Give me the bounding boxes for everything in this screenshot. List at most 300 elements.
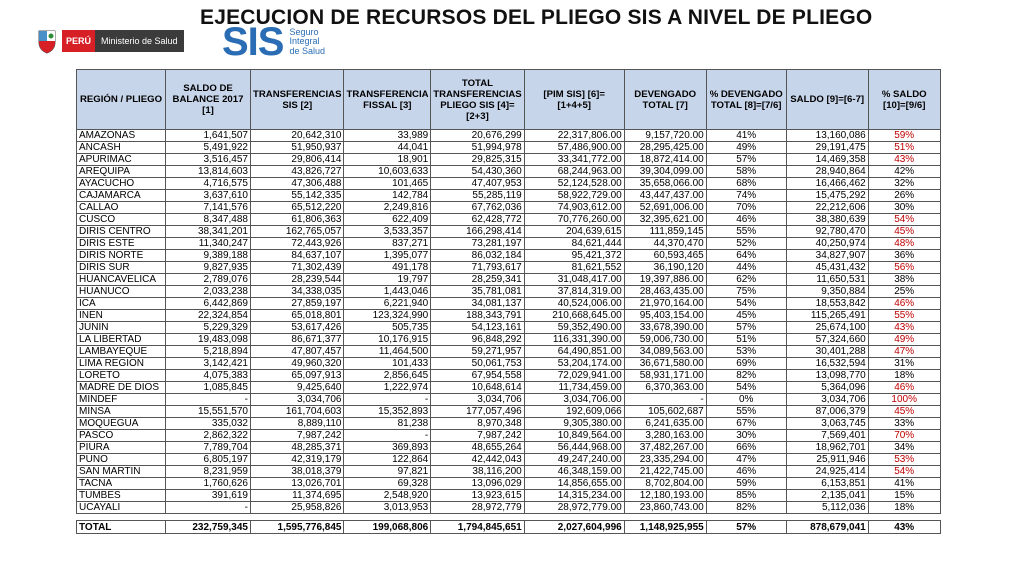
value-cell: 123,324,990 — [344, 310, 431, 322]
value-cell: 9,305,380.00 — [524, 418, 624, 430]
value-cell: 46% — [868, 298, 940, 310]
value-cell: 47% — [868, 346, 940, 358]
value-cell: 47,306,488 — [251, 178, 344, 190]
value-cell: 27,859,197 — [251, 298, 344, 310]
value-cell: 14,856,655.00 — [524, 478, 624, 490]
value-cell: 57% — [706, 322, 786, 334]
value-cell: 33,341,772.00 — [524, 154, 624, 166]
table-row — [77, 130, 941, 142]
value-cell: 95,421,372 — [524, 250, 624, 262]
value-cell: 6,805,197 — [166, 454, 251, 466]
value-cell: 18% — [868, 502, 940, 514]
table-row — [77, 346, 941, 358]
value-cell: 35,658,066.00 — [624, 178, 706, 190]
value-cell: 10,176,915 — [344, 334, 431, 346]
value-cell: 2,862,322 — [166, 430, 251, 442]
region-cell: MADRE DE DIOS — [77, 382, 166, 394]
value-cell: 38,018,379 — [251, 466, 344, 478]
table-row — [77, 430, 941, 442]
value-cell: 15% — [868, 490, 940, 502]
value-cell: 3,034,706.00 — [524, 394, 624, 406]
spacer-cell — [706, 514, 786, 521]
value-cell: 1,760,626 — [166, 478, 251, 490]
value-cell: 31,048,417.00 — [524, 274, 624, 286]
value-cell: 41% — [706, 130, 786, 142]
value-cell: 369,893 — [344, 442, 431, 454]
value-cell: 13,096,029 — [431, 478, 524, 490]
total-value: 57% — [706, 521, 786, 534]
value-cell: 87,006,379 — [786, 406, 868, 418]
value-cell: 11,374,695 — [251, 490, 344, 502]
value-cell: 25,674,100 — [786, 322, 868, 334]
value-cell: 57,324,660 — [786, 334, 868, 346]
region-cell: MOQUEGUA — [77, 418, 166, 430]
value-cell: 31% — [868, 358, 940, 370]
value-cell: 210,668,645.00 — [524, 310, 624, 322]
value-cell: 25% — [868, 286, 940, 298]
table-row — [77, 382, 941, 394]
value-cell: 29,806,414 — [251, 154, 344, 166]
value-cell: 28,972,779 — [431, 502, 524, 514]
table-row — [77, 490, 941, 502]
value-cell: 82% — [706, 370, 786, 382]
value-cell: 38,341,201 — [166, 226, 251, 238]
value-cell: 6,370,363.00 — [624, 382, 706, 394]
region-cell: PASCO — [77, 430, 166, 442]
value-cell: 335,032 — [166, 418, 251, 430]
value-cell: 34% — [868, 442, 940, 454]
value-cell: 53% — [706, 346, 786, 358]
value-cell: 100% — [868, 394, 940, 406]
value-cell: 46% — [706, 214, 786, 226]
value-cell: 8,702,804.00 — [624, 478, 706, 490]
region-cell: DIRIS ESTE — [77, 238, 166, 250]
value-cell: 47% — [706, 454, 786, 466]
value-cell: 2,249,816 — [344, 202, 431, 214]
region-cell: AMAZONAS — [77, 130, 166, 142]
value-cell: 39,304,099.00 — [624, 166, 706, 178]
value-cell: 47,807,457 — [251, 346, 344, 358]
column-header: TRANSFERENCIAS SIS [2] — [251, 70, 344, 130]
sis-sub-line: de Salud — [289, 45, 326, 56]
value-cell: 2,135,041 — [786, 490, 868, 502]
region-cell: ANCASH — [77, 142, 166, 154]
value-cell: 49% — [706, 142, 786, 154]
value-cell: 9,827,935 — [166, 262, 251, 274]
value-cell: 59,006,730.00 — [624, 334, 706, 346]
value-cell: 48,285,371 — [251, 442, 344, 454]
sis-sub-line: Seguro — [289, 26, 319, 37]
region-cell: UCAYALI — [77, 502, 166, 514]
total-value: 199,068,806 — [344, 521, 431, 534]
value-cell: 28,463,435.00 — [624, 286, 706, 298]
value-cell: 19,397,886.00 — [624, 274, 706, 286]
value-cell: 51,994,978 — [431, 142, 524, 154]
value-cell: 122,864 — [344, 454, 431, 466]
region-cell: CALLAO — [77, 202, 166, 214]
value-cell: 36,671,580.00 — [624, 358, 706, 370]
value-cell: 16,466,462 — [786, 178, 868, 190]
value-cell: 142,784 — [344, 190, 431, 202]
page-title: EJECUCION DE RECURSOS DEL PLIEGO SIS A NIVEL DE PLIEGO — [200, 6, 873, 29]
column-header: TRANSFERENCIA FISSAL [3] — [344, 70, 431, 130]
value-cell: - — [344, 394, 431, 406]
spacer-cell — [431, 514, 524, 521]
value-cell: 101,433 — [344, 358, 431, 370]
total-row — [77, 521, 941, 534]
sis-logo-subtitle — [289, 28, 325, 57]
value-cell: 45% — [868, 406, 940, 418]
value-cell: 51,950,937 — [251, 142, 344, 154]
value-cell: 20,642,310 — [251, 130, 344, 142]
value-cell: 45% — [868, 226, 940, 238]
value-cell: 37,482,267.00 — [624, 442, 706, 454]
value-cell: 53,617,426 — [251, 322, 344, 334]
value-cell: 47,407,953 — [431, 178, 524, 190]
spacer-cell — [868, 514, 940, 521]
total-value: 2,027,604,996 — [524, 521, 624, 534]
value-cell: 53% — [868, 454, 940, 466]
table-row — [77, 286, 941, 298]
value-cell: 71,302,439 — [251, 262, 344, 274]
table-row — [77, 238, 941, 250]
value-cell: 82% — [706, 502, 786, 514]
value-cell: 177,057,496 — [431, 406, 524, 418]
value-cell: 56,444,968.00 — [524, 442, 624, 454]
value-cell: 19,797 — [344, 274, 431, 286]
value-cell: 18,901 — [344, 154, 431, 166]
value-cell: 28,972,779.00 — [524, 502, 624, 514]
sis-sub-line: Integral — [289, 36, 320, 47]
value-cell: 28,259,341 — [431, 274, 524, 286]
value-cell: 13,098,770 — [786, 370, 868, 382]
region-cell: AREQUIPA — [77, 166, 166, 178]
total-value: 878,679,041 — [786, 521, 868, 534]
ministry-label: Ministerio de Salud — [95, 30, 184, 52]
value-cell: 81,621,552 — [524, 262, 624, 274]
value-cell: 54% — [868, 214, 940, 226]
value-cell: 10,849,564.00 — [524, 430, 624, 442]
value-cell: 62% — [706, 274, 786, 286]
table-row — [77, 454, 941, 466]
value-cell: 1,641,507 — [166, 130, 251, 142]
value-cell: 48% — [868, 238, 940, 250]
value-cell: 2,548,920 — [344, 490, 431, 502]
value-cell: 29,825,315 — [431, 154, 524, 166]
value-cell: 48,655,264 — [431, 442, 524, 454]
region-cell: MINDEF — [77, 394, 166, 406]
value-cell: 2,856,645 — [344, 370, 431, 382]
value-cell: 44% — [706, 262, 786, 274]
value-cell: 43,826,727 — [251, 166, 344, 178]
table-row — [77, 418, 941, 430]
value-cell: 57,486,900.00 — [524, 142, 624, 154]
value-cell: 4,716,575 — [166, 178, 251, 190]
value-cell: 8,889,110 — [251, 418, 344, 430]
region-cell: DIRIS NORTE — [77, 250, 166, 262]
value-cell: 46% — [706, 466, 786, 478]
value-cell: 23,860,743.00 — [624, 502, 706, 514]
region-cell: DIRIS SUR — [77, 262, 166, 274]
value-cell: 622,409 — [344, 214, 431, 226]
value-cell: 101,465 — [344, 178, 431, 190]
value-cell: 13,923,615 — [431, 490, 524, 502]
column-header: SALDO [9]=[6-7] — [786, 70, 868, 130]
value-cell: 45% — [706, 310, 786, 322]
table-row — [77, 334, 941, 346]
value-cell: 166,298,414 — [431, 226, 524, 238]
value-cell: 70% — [706, 202, 786, 214]
region-cell: LA LIBERTAD — [77, 334, 166, 346]
value-cell: 11,340,247 — [166, 238, 251, 250]
value-cell: 4,075,383 — [166, 370, 251, 382]
value-cell: 7,987,242 — [251, 430, 344, 442]
value-cell: 16,532,594 — [786, 358, 868, 370]
value-cell: 58,922,729.00 — [524, 190, 624, 202]
value-cell: 67% — [706, 418, 786, 430]
table-row — [77, 298, 941, 310]
spacer-cell — [251, 514, 344, 521]
value-cell: 10,648,614 — [431, 382, 524, 394]
region-cell: MINSA — [77, 406, 166, 418]
value-cell: 38,380,639 — [786, 214, 868, 226]
value-cell: 46,348,159.00 — [524, 466, 624, 478]
value-cell: 33% — [868, 418, 940, 430]
value-cell: 46% — [868, 382, 940, 394]
value-cell: 62,428,772 — [431, 214, 524, 226]
value-cell: 45,431,432 — [786, 262, 868, 274]
value-cell: 72,029,941.00 — [524, 370, 624, 382]
execution-table — [76, 69, 941, 534]
total-value: 43% — [868, 521, 940, 534]
table-row — [77, 214, 941, 226]
region-cell: TUMBES — [77, 490, 166, 502]
value-cell: 22,212,606 — [786, 202, 868, 214]
value-cell: 58,931,171.00 — [624, 370, 706, 382]
table-row — [77, 394, 941, 406]
value-cell: 71,793,617 — [431, 262, 524, 274]
region-cell: AYACUCHO — [77, 178, 166, 190]
table-row — [77, 250, 941, 262]
value-cell: 72,443,926 — [251, 238, 344, 250]
value-cell: 9,389,188 — [166, 250, 251, 262]
value-cell: 111,859,145 — [624, 226, 706, 238]
sis-logo-word: SIS — [222, 20, 284, 64]
value-cell: 92,780,470 — [786, 226, 868, 238]
value-cell: 24,925,414 — [786, 466, 868, 478]
value-cell: 59,352,490.00 — [524, 322, 624, 334]
value-cell: 3,280,163.00 — [624, 430, 706, 442]
value-cell: 9,350,884 — [786, 286, 868, 298]
value-cell: 10,603,633 — [344, 166, 431, 178]
spacer-cell — [624, 514, 706, 521]
table-row — [77, 190, 941, 202]
value-cell: 161,704,603 — [251, 406, 344, 418]
value-cell: 2,033,238 — [166, 286, 251, 298]
value-cell: - — [344, 430, 431, 442]
table-row — [77, 274, 941, 286]
value-cell: 85% — [706, 490, 786, 502]
value-cell: 5,229,329 — [166, 322, 251, 334]
value-cell: 55% — [706, 226, 786, 238]
value-cell: 3,533,357 — [344, 226, 431, 238]
table-row — [77, 466, 941, 478]
value-cell: 22,317,806.00 — [524, 130, 624, 142]
value-cell: 105,602,687 — [624, 406, 706, 418]
value-cell: 52% — [706, 238, 786, 250]
value-cell: 11,734,459.00 — [524, 382, 624, 394]
table-row — [77, 358, 941, 370]
value-cell: 14,315,234.00 — [524, 490, 624, 502]
table-row — [77, 370, 941, 382]
value-cell: 7,987,242 — [431, 430, 524, 442]
total-value: 1,148,925,955 — [624, 521, 706, 534]
value-cell: 96,848,292 — [431, 334, 524, 346]
region-cell: LAMBAYEQUE — [77, 346, 166, 358]
column-header: TOTAL TRANSFERENCIAS PLIEGO SIS [4]=[2+3] — [431, 70, 524, 130]
value-cell: 37,814,319.00 — [524, 286, 624, 298]
value-cell: 84,621,444 — [524, 238, 624, 250]
value-cell: 59% — [706, 478, 786, 490]
value-cell: 64,490,851.00 — [524, 346, 624, 358]
value-cell: 5,112,036 — [786, 502, 868, 514]
value-cell: 54% — [706, 298, 786, 310]
value-cell: 54% — [706, 382, 786, 394]
region-cell: APURIMAC — [77, 154, 166, 166]
value-cell: 1,085,845 — [166, 382, 251, 394]
value-cell: - — [166, 394, 251, 406]
value-cell: 837,271 — [344, 238, 431, 250]
value-cell: 30,401,288 — [786, 346, 868, 358]
value-cell: 42,319,179 — [251, 454, 344, 466]
value-cell: 491,178 — [344, 262, 431, 274]
value-cell: 59,271,957 — [431, 346, 524, 358]
value-cell: 54,430,360 — [431, 166, 524, 178]
table-row — [77, 262, 941, 274]
value-cell: 49% — [868, 334, 940, 346]
value-cell: 65,512,220 — [251, 202, 344, 214]
value-cell: 20,676,299 — [431, 130, 524, 142]
value-cell: 35,781,081 — [431, 286, 524, 298]
value-cell: - — [166, 502, 251, 514]
spacer-cell — [786, 514, 868, 521]
value-cell: 19,483,098 — [166, 334, 251, 346]
column-header: REGIÓN / PLIEGO — [77, 70, 166, 130]
region-cell: CUSCO — [77, 214, 166, 226]
value-cell: 43,447,437.00 — [624, 190, 706, 202]
value-cell: 18,872,414.00 — [624, 154, 706, 166]
value-cell: 30% — [706, 430, 786, 442]
value-cell: 64% — [706, 250, 786, 262]
table-header-row — [77, 70, 941, 130]
table-row — [77, 442, 941, 454]
region-cell: PIURA — [77, 442, 166, 454]
value-cell: 28,295,425.00 — [624, 142, 706, 154]
value-cell: 50,061,753 — [431, 358, 524, 370]
region-cell: INEN — [77, 310, 166, 322]
value-cell: 55% — [706, 406, 786, 418]
value-cell: - — [624, 394, 706, 406]
value-cell: 34,338,035 — [251, 286, 344, 298]
value-cell: 6,442,869 — [166, 298, 251, 310]
value-cell: 18% — [868, 370, 940, 382]
value-cell: 34,827,907 — [786, 250, 868, 262]
value-cell: 95,403,154.00 — [624, 310, 706, 322]
value-cell: 21,970,164.00 — [624, 298, 706, 310]
value-cell: 32% — [868, 178, 940, 190]
value-cell: 67,762,036 — [431, 202, 524, 214]
total-value: 1,595,776,845 — [251, 521, 344, 534]
value-cell: 36,190,120 — [624, 262, 706, 274]
total-value: 1,794,845,651 — [431, 521, 524, 534]
value-cell: 52,124,528.00 — [524, 178, 624, 190]
value-cell: 3,063,745 — [786, 418, 868, 430]
value-cell: 8,347,488 — [166, 214, 251, 226]
value-cell: 18,553,842 — [786, 298, 868, 310]
value-cell: 51% — [706, 334, 786, 346]
value-cell: 68,244,963.00 — [524, 166, 624, 178]
value-cell: 53,204,174.00 — [524, 358, 624, 370]
value-cell: 97,821 — [344, 466, 431, 478]
value-cell: 18,962,701 — [786, 442, 868, 454]
spacer-cell — [166, 514, 251, 521]
value-cell: 28,940,864 — [786, 166, 868, 178]
total-value: 232,759,345 — [166, 521, 251, 534]
table-row — [77, 202, 941, 214]
value-cell: 55,142,335 — [251, 190, 344, 202]
peru-ministry-logo — [36, 28, 184, 54]
value-cell: 116,331,390.00 — [524, 334, 624, 346]
region-cell: ICA — [77, 298, 166, 310]
value-cell: 14,469,358 — [786, 154, 868, 166]
value-cell: 38,116,200 — [431, 466, 524, 478]
column-header: [PIM SIS] [6]=[1+4+5] — [524, 70, 624, 130]
value-cell: 7,569,401 — [786, 430, 868, 442]
value-cell: 13,814,603 — [166, 166, 251, 178]
value-cell: 12,180,193.00 — [624, 490, 706, 502]
header-bar — [0, 0, 1024, 62]
value-cell: 67,954,558 — [431, 370, 524, 382]
region-cell: PUNO — [77, 454, 166, 466]
value-cell: 3,516,457 — [166, 154, 251, 166]
value-cell: 3,013,953 — [344, 502, 431, 514]
value-cell: 15,551,570 — [166, 406, 251, 418]
table-row — [77, 478, 941, 490]
value-cell: 5,364,096 — [786, 382, 868, 394]
value-cell: 42,442,043 — [431, 454, 524, 466]
value-cell: 44,041 — [344, 142, 431, 154]
value-cell: 34,081,137 — [431, 298, 524, 310]
value-cell: 25,911,946 — [786, 454, 868, 466]
value-cell: 86,671,377 — [251, 334, 344, 346]
value-cell: 21,422,745.00 — [624, 466, 706, 478]
value-cell: 15,475,292 — [786, 190, 868, 202]
value-cell: 44,370,470 — [624, 238, 706, 250]
value-cell: 56% — [868, 262, 940, 274]
value-cell: 86,032,184 — [431, 250, 524, 262]
value-cell: 7,789,704 — [166, 442, 251, 454]
value-cell: 8,231,959 — [166, 466, 251, 478]
value-cell: 204,639,615 — [524, 226, 624, 238]
table-row — [77, 166, 941, 178]
value-cell: 42% — [868, 166, 940, 178]
value-cell: 188,343,791 — [431, 310, 524, 322]
value-cell: 6,153,851 — [786, 478, 868, 490]
region-cell: HUANCAVELICA — [77, 274, 166, 286]
value-cell: 6,221,940 — [344, 298, 431, 310]
value-cell: 59% — [868, 130, 940, 142]
region-cell: TACNA — [77, 478, 166, 490]
